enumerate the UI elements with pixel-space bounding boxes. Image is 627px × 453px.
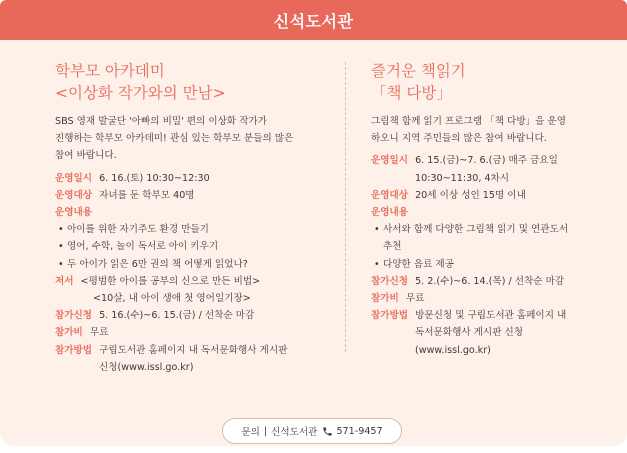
left-apply-value: 5. 16.(수)~6. 15.(금) / 선착순 마감	[99, 310, 255, 322]
left-fee-label: 참가비	[55, 327, 83, 339]
right-fee-row	[371, 290, 611, 307]
list-item	[371, 221, 611, 238]
right-subtitle: 「책 다방」	[371, 84, 452, 102]
right-method-line: 독서문화행사 게시판 신청	[415, 327, 524, 339]
right-schedule-label: 운영일시	[371, 155, 409, 167]
left-method-label: 참가방법	[55, 344, 93, 356]
intro-line: 참여 바랍니다.	[55, 150, 117, 162]
bullet-icon: •	[58, 241, 64, 253]
left-target-value: 자녀를 둔 학부모 40명	[99, 189, 195, 201]
header-bar	[0, 0, 627, 40]
right-apply-value: 5. 2.(수)~6. 14.(목) / 선착순 마감	[415, 275, 565, 287]
right-title: 즐거운 책읽기	[371, 62, 466, 80]
left-content-row	[55, 204, 340, 221]
left-author-book: <10살, 내 아이 생애 첫 영어일기장>	[93, 293, 251, 305]
left-author-row	[55, 273, 340, 290]
list-item-text: 영어, 수학, 놀이 독서로 아이 키우기	[67, 241, 219, 253]
list-item	[55, 256, 340, 273]
right-apply-row	[371, 273, 611, 290]
phone-icon	[322, 426, 333, 437]
intro-line: 하오니 지역 주민들의 많은 참여 바랍니다.	[371, 133, 547, 145]
intro-line: 진행하는 학부모 아카데미! 관심 있는 학부모 분들의 많은	[55, 133, 294, 145]
right-content-label: 운영내용	[371, 207, 409, 219]
list-item	[55, 238, 340, 255]
right-column	[371, 60, 611, 359]
left-author-label: 저서	[55, 275, 74, 287]
right-content-row	[371, 204, 611, 221]
right-target-row	[371, 187, 611, 204]
left-apply-row	[55, 307, 340, 324]
header-title: 신석도서관	[273, 11, 354, 31]
right-fee-label: 참가비	[371, 293, 399, 305]
right-method-line: (www.issl.go.kr)	[415, 344, 491, 356]
intro-line: SBS 영재 발굴단 '아빠의 비밀' 편의 이상화 작가가	[55, 116, 268, 127]
right-schedule-row	[371, 152, 611, 169]
bullet-icon: •	[374, 258, 380, 270]
right-apply-label: 참가신청	[371, 275, 409, 287]
bullet-icon: •	[374, 224, 380, 236]
right-target-label: 운영대상	[371, 189, 409, 201]
right-method-line: 방문신청 및 구립도서관 홈페이지 내	[415, 310, 567, 322]
left-subtitle: <이상화 작가와의 만남>	[55, 84, 226, 102]
list-item-text: 추천	[383, 241, 402, 253]
left-target-label: 운영대상	[55, 189, 93, 201]
list-item	[371, 256, 611, 273]
bullet-icon: •	[58, 224, 64, 236]
list-item-text: 아이를 위한 자기주도 환경 만들기	[67, 224, 209, 236]
right-intro	[371, 113, 611, 147]
right-method-row	[371, 307, 611, 324]
left-schedule-row	[55, 170, 340, 187]
right-schedule-line: 6. 15.(금)~7. 6.(금) 매주 금요일	[415, 155, 558, 167]
left-target-row	[55, 187, 340, 204]
intro-line: 그림책 함께 읽기 프로그램 「책 다방」을 운영	[371, 116, 567, 127]
left-method-row	[55, 342, 340, 359]
left-title: 학부모 아카데미	[55, 62, 165, 80]
left-apply-label: 참가신청	[55, 310, 93, 322]
right-fee-value: 무료	[405, 293, 425, 305]
right-schedule-line: 10:30~11:30, 4차시	[415, 172, 510, 184]
left-fee-value: 무료	[89, 327, 109, 339]
contact-phone: 571-9457	[336, 425, 383, 437]
left-author-book: <평범한 아이를 공부의 신으로 만든 비법>	[80, 275, 261, 287]
contact-library: 신석도서관	[271, 427, 318, 438]
list-item	[55, 221, 340, 238]
column-divider	[345, 62, 346, 352]
contact-separator: |	[263, 425, 268, 437]
left-column	[55, 60, 340, 376]
list-item-text: 두 아이가 읽은 6만 권의 책 어떻게 읽었나?	[67, 258, 248, 270]
list-item-text: 사서와 함께 다양한 그림책 읽기 및 연관도서	[383, 224, 569, 236]
right-target-value: 20세 이상 성인 15명 이내	[415, 189, 526, 201]
left-intro	[55, 113, 340, 165]
left-schedule-label: 운영일시	[55, 172, 93, 184]
left-method-line: 구립도서관 홈페이지 내 독서문화행사 게시판	[99, 344, 288, 356]
left-content-label: 운영내용	[55, 207, 93, 219]
contact-pill	[222, 418, 402, 444]
list-item-text: 다양한 음료 제공	[383, 258, 454, 270]
left-fee-row	[55, 324, 340, 341]
contact-inquiry: 문의	[241, 427, 260, 438]
left-schedule-value: 6. 16.(토) 10:30~12:30	[99, 172, 210, 184]
right-method-label: 참가방법	[371, 310, 409, 322]
bullet-icon: •	[58, 258, 64, 270]
left-method-line: 신청(www.issl.go.kr)	[99, 361, 194, 373]
